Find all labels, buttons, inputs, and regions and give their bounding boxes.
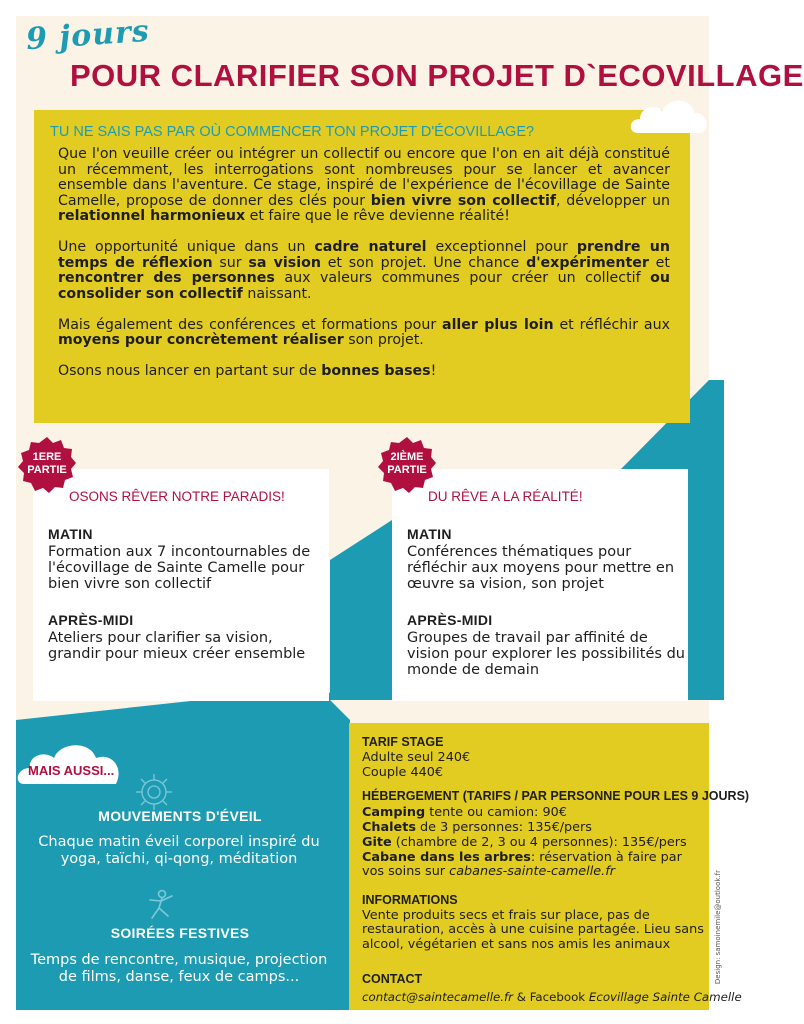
cloud-icon bbox=[626, 93, 712, 139]
informations-text: Vente produits secs et frais sur place, pas de restauration, accès à une cuisine partagée. Lieu sans alcool, végétarien et sans nos amis les animaux bbox=[362, 908, 704, 952]
contact-label: CONTACT bbox=[362, 972, 423, 986]
main-title: POUR CLARIFIER SON PROJET D`ECOVILLAGE bbox=[70, 58, 804, 93]
soirees-text: Temps de rencontre, musique, projection de films, danse, feux de camps... bbox=[30, 952, 328, 985]
tarif-adulte: Adulte seul 240€ bbox=[362, 750, 471, 765]
part2-morning-label: MATIN bbox=[407, 526, 452, 542]
hebergement-cabane: Cabane dans les arbres: réservation à faire par vos soins sur cabanes-sainte-camelle.fr bbox=[362, 850, 682, 880]
tarif-couple: Couple 440€ bbox=[362, 765, 444, 780]
dancer-icon bbox=[140, 888, 180, 922]
part1-title: OSONS RÊVER NOTRE PARADIS! bbox=[69, 489, 285, 504]
informations-label: INFORMATIONS bbox=[362, 893, 458, 907]
part2-badge bbox=[378, 436, 436, 494]
eveil-title: MOUVEMENTS D'ÉVEIL bbox=[98, 808, 262, 824]
hebergement-label: HÉBERGEMENT (TARIFS / PAR PERSONNE POUR LES 9 JOURS) bbox=[362, 789, 750, 803]
hebergement-chalets: Chalets de 3 personnes: 135€/pers bbox=[362, 820, 592, 835]
part1-badge bbox=[18, 436, 76, 494]
intro-text bbox=[58, 147, 670, 380]
intro-paragraph-2: Une opportunité unique dans un cadre naturel exceptionnel pour prendre un temps de réflexion sur sa vision et son projet. Une chance d'expérimenter et rencontrer des personnes aux valeurs communes pour créer un collectif ou consolider son collectif naissant. bbox=[58, 239, 671, 302]
soirees-title: SOIRÉES FESTIVES bbox=[110, 925, 250, 941]
part2-title: DU RÊVE A LA RÉALITÉ! bbox=[428, 489, 583, 504]
contact-text: contact@saintecamelle.fr & Facebook Ecovillage Sainte Camelle bbox=[362, 990, 742, 1004]
mais-aussi-label: MAIS AUSSI... bbox=[28, 763, 115, 778]
intro-paragraph-3: Mais également des conférences et formations pour aller plus loin et réfléchir aux moyens pour concrètement réaliser son projet. bbox=[58, 316, 670, 348]
part2-afternoon-label: APRÈS-MIDI bbox=[407, 612, 493, 628]
part1-morning-text: Formation aux 7 incontournables de l'écovillage de Sainte Camelle pour bien vivre son collectif bbox=[48, 544, 311, 592]
part2-card bbox=[392, 469, 688, 701]
mandala-icon bbox=[130, 770, 178, 810]
part1-card bbox=[33, 469, 329, 701]
part1-badge-text: 1ERE PARTIE bbox=[27, 451, 67, 476]
intro-paragraph-4: Osons nous lancer en partant sur de bonnes bases! bbox=[58, 363, 437, 379]
teal-stripe-mid bbox=[330, 520, 392, 700]
part2-afternoon-text: Groupes de travail par affinité de vision pour explorer les possibilités du monde de demain bbox=[407, 630, 685, 678]
part1-afternoon-label: APRÈS-MIDI bbox=[48, 612, 134, 628]
part2-badge-text: 2IÈME PARTIE bbox=[387, 451, 427, 476]
intro-panel bbox=[34, 110, 690, 423]
hebergement-camping: Camping tente ou camion: 90€ bbox=[362, 805, 567, 820]
part2-morning-text: Conférences thématiques pour réfléchir aux moyens pour mettre en œuvre sa vision, son projet bbox=[407, 544, 675, 592]
part1-morning-label: MATIN bbox=[48, 526, 93, 542]
intro-paragraph-1: Que l'on veuille créer ou intégrer un collectif ou encore que l'on en ait déjà constitué un récemment, les interrogations sont nombreuses pour se lancer et avancer ensemble dans l'aventure. Ce stage, inspiré de l'expérience de l'écovillage de Sainte Camelle, propose de donner des clés pour bien vivre son collectif, développer un relationnel harmonieux et faire que le rêve devienne réalité! bbox=[58, 146, 670, 224]
part1-afternoon-text: Ateliers pour clarifier sa vision, grandir pour mieux créer ensemble bbox=[48, 630, 306, 662]
eveil-text: Chaque matin éveil corporel inspiré du yoga, taïchi, qi-qong, méditation bbox=[38, 834, 320, 867]
design-credit: Design: samoinemile@outlook.fr bbox=[714, 870, 722, 985]
script-title: 9 jours bbox=[24, 13, 151, 58]
hebergement-gite: Gite (chambre de 2, 3 ou 4 personnes): 135€/pers bbox=[362, 835, 687, 850]
tarif-label: TARIF STAGE bbox=[362, 735, 444, 749]
intro-heading: TU NE SAIS PAS PAR OÙ COMMENCER TON PROJET D'ÉCOVILLAGE? bbox=[50, 124, 535, 140]
